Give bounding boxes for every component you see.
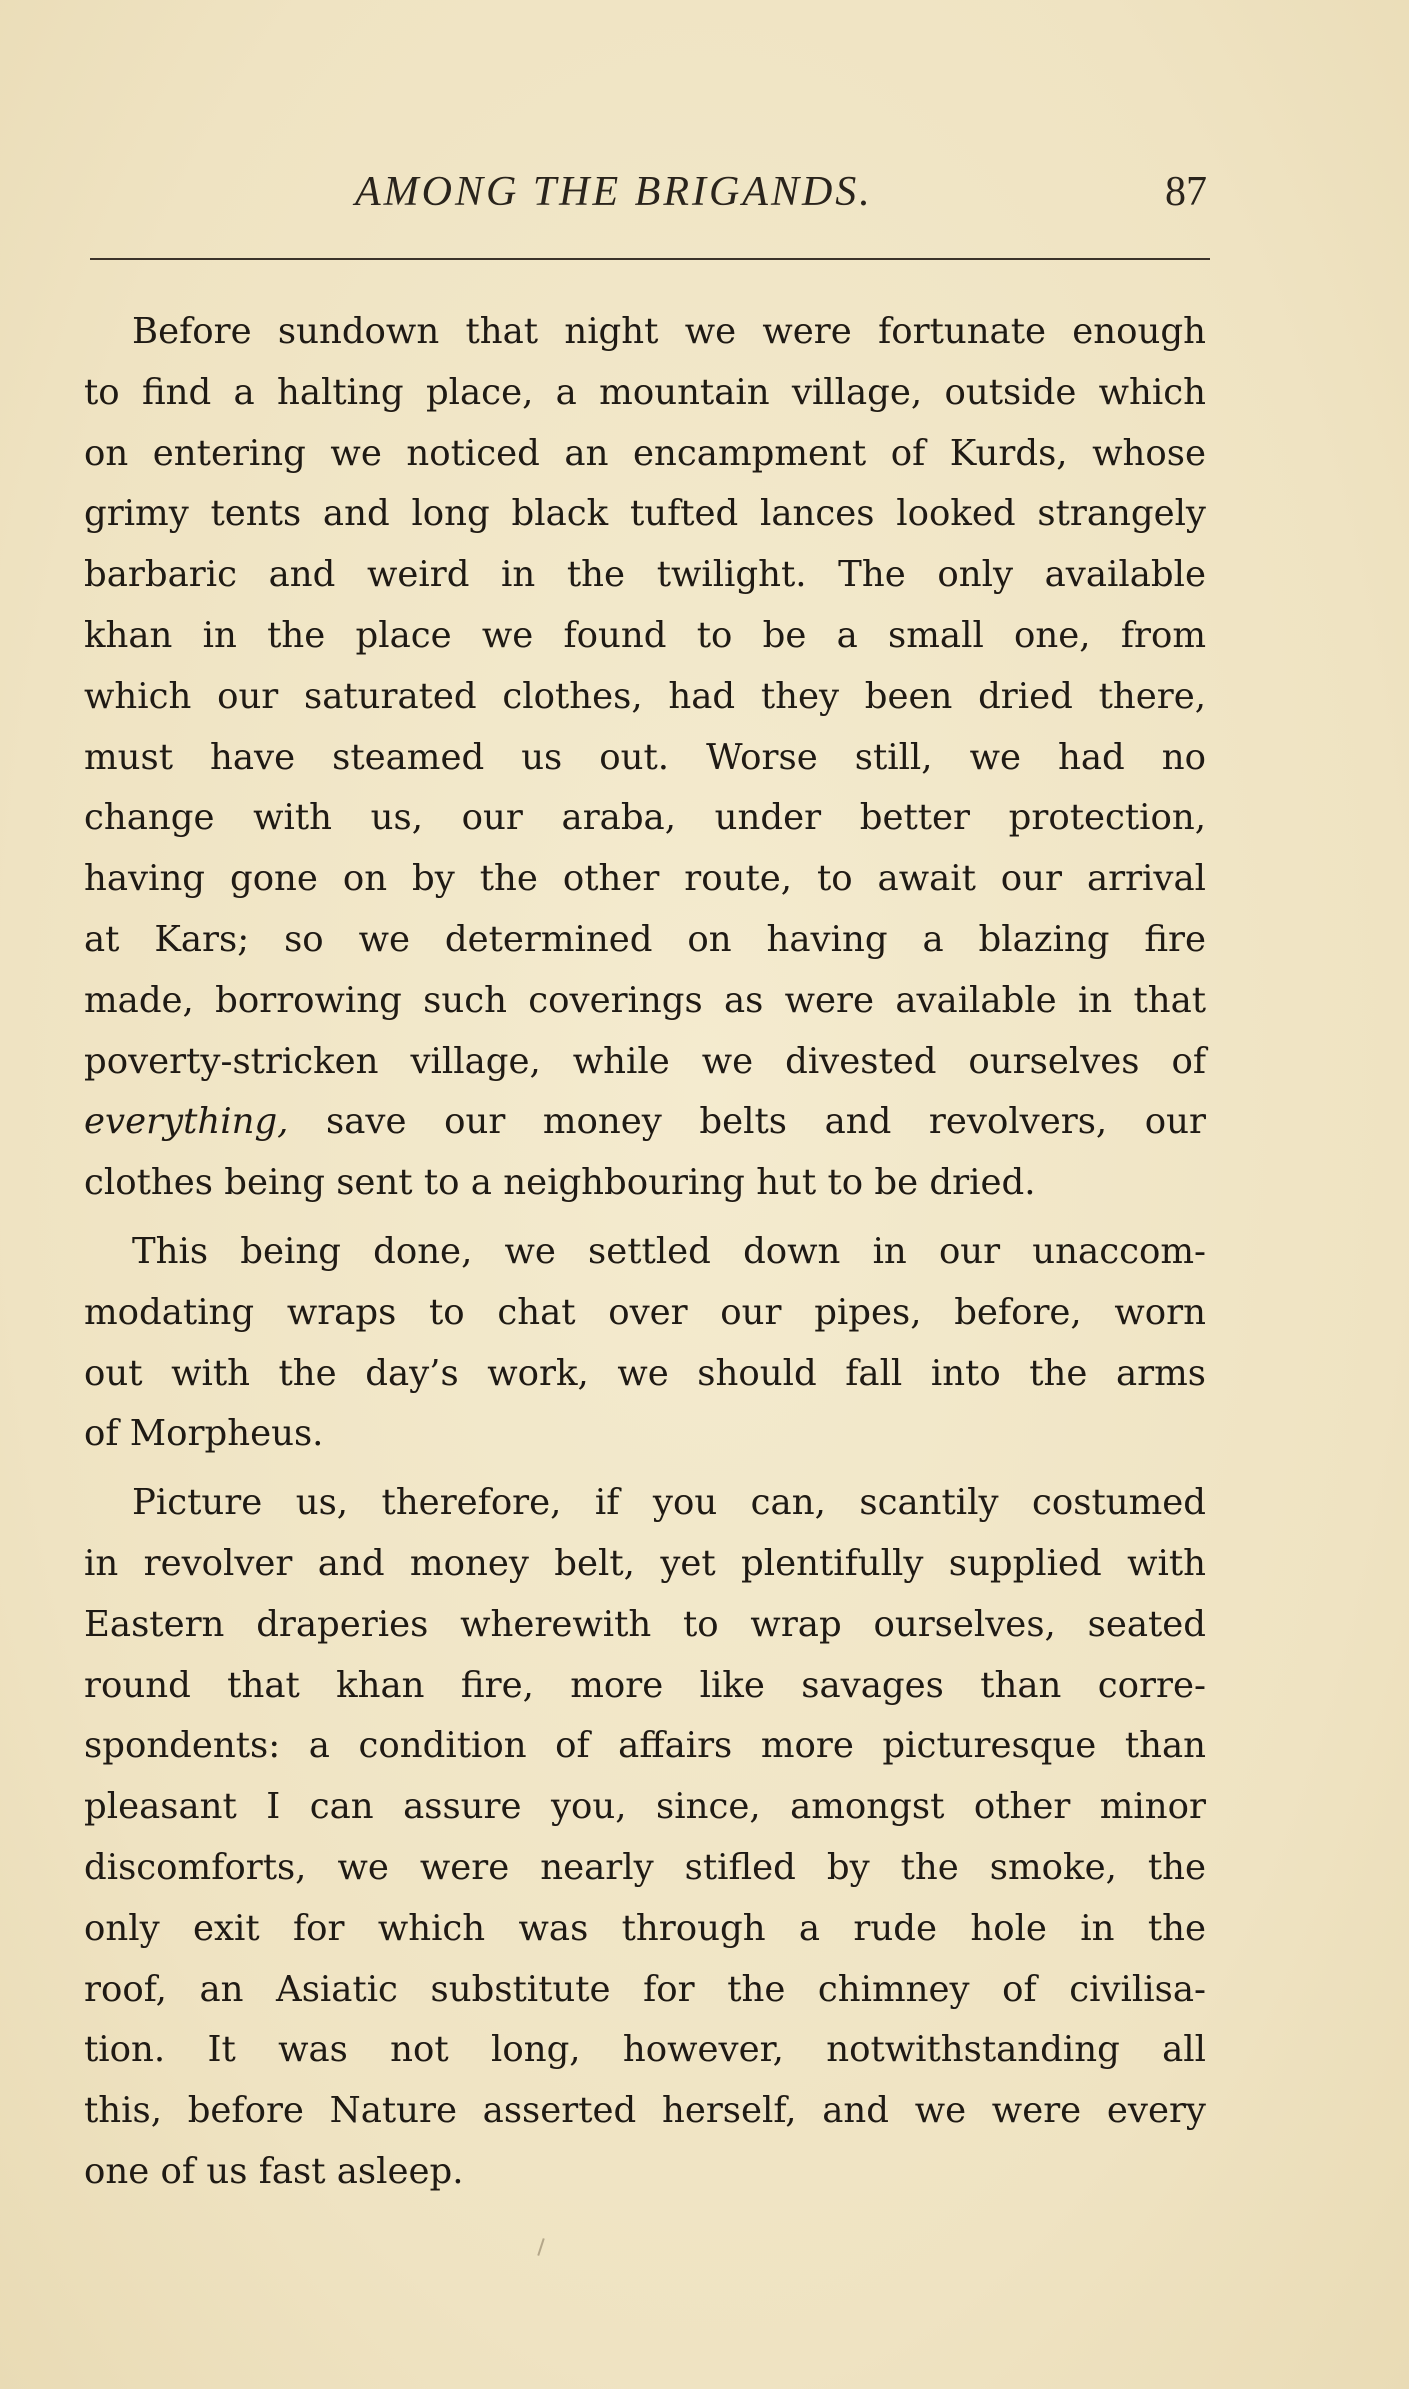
body-text [84, 302, 1206, 2203]
text-line: this, before Nature asserted herself, and we were every [84, 2090, 1206, 2132]
text-line: roof, an Asiatic substitute for the chimney of civilisa- [84, 1968, 1206, 2010]
text-line: in revolver and money belt, yet plentifully supplied with [84, 1542, 1206, 1584]
text-line: Before sundown that night we were fortunate enough [132, 311, 1206, 352]
text-line: one of us fast asleep. [84, 2150, 464, 2192]
text-line: having gone on by the other route, to await our arrival [84, 858, 1206, 900]
page-header [90, 168, 1215, 228]
text-line: khan in the place we found to be a small one, from [84, 614, 1206, 656]
text-line: clothes being sent to a neighbouring hut to be dried. [84, 1162, 1036, 1204]
text-line: at Kars; so we determined on having a blazing fire [84, 918, 1206, 960]
text-line: spondents: a condition of affairs more picturesque than [84, 1725, 1206, 1767]
text-line: pleasant I can assure you, since, amongst other minor [84, 1786, 1206, 1828]
running-head: AMONG THE BRIGANDS. [355, 169, 873, 215]
text-line: made, borrowing such coverings as were available in that [84, 979, 1206, 1021]
text-line: only exit for which was through a rude hole in the [84, 1907, 1206, 1949]
text-line: to find a halting place, a mountain village, outside which [84, 371, 1206, 413]
header-rule [90, 258, 1210, 260]
stray-pencil-mark [537, 2238, 544, 2256]
text-line: discomforts, we were nearly stifled by the smoke, the [84, 1846, 1206, 1888]
text-line: This being done, we settled down in our unaccom- [132, 1230, 1206, 1272]
text-line: barbaric and weird in the twilight. The only available [84, 554, 1206, 596]
paragraph-2 [84, 1222, 1206, 1465]
page-number: 87 [1165, 169, 1207, 215]
text-line: grimy tents and long black tufted lances looked strangely [84, 493, 1206, 535]
text-line: round that khan fire, more like savages than corre- [84, 1664, 1206, 1706]
italic-word: everything, [84, 1101, 289, 1143]
text-line: Eastern draperies wherewith to wrap ourselves, seated [84, 1603, 1206, 1645]
paragraph-1 [84, 302, 1206, 1214]
text-line: must have steamed us out. Worse still, we had no [84, 736, 1206, 778]
text-line: change with us, our araba, under better protection, [84, 797, 1206, 839]
text-line: Picture us, therefore, if you can, scantily costumed [132, 1482, 1206, 1524]
text-line: which our saturated clothes, had they been dried there, [84, 675, 1206, 717]
text-line: modating wraps to chat over our pipes, before, worn [84, 1291, 1206, 1333]
text-line: out with the day’s work, we should fall into the arms [84, 1352, 1206, 1394]
paragraph-3 [84, 1473, 1206, 2203]
text-line: poverty-stricken village, while we divested ourselves of [84, 1040, 1206, 1082]
text-line: tion. It was not long, however, notwithstanding all [84, 2029, 1206, 2071]
text-line: of Morpheus. [84, 1413, 324, 1455]
text-line: on entering we noticed an encampment of Kurds, whose [84, 432, 1206, 474]
text-line: everything, save our money belts and revolvers, our [84, 1101, 1206, 1143]
